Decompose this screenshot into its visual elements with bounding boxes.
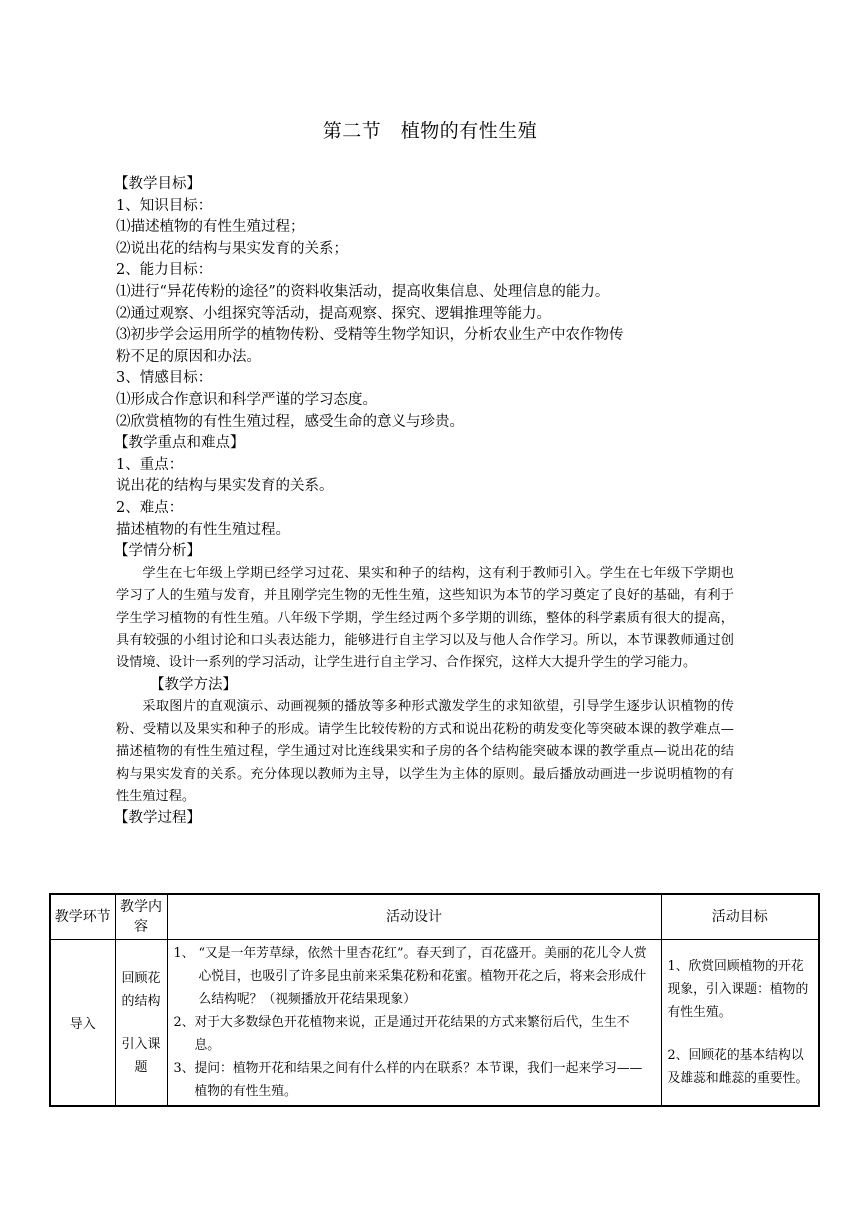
analysis-paragraph: 学生在七年级上学期已经学习过花、果实和种子的结构，这有利于教师引入。学生在七年级下学期也学习了人的生殖与发育，并且刚学完生物的无性生殖，这些知识为本节的学习奠定了良好的基础，有利于学生学习植物的有性生殖。八年级下学期，学生经过两个多学期的训练，整体的科学素质有很大的提高，具有较强的小组讨论和口头表达能力，能够进行自主学习以及与他人合作学习。所以，本节课教师通过创设情境、设计一系列的学习活动，让学生进行自主学习、合作探究，这样大大提升学生的学习能力。: [116, 565, 734, 671]
header-activity: 活动设计: [167, 894, 661, 940]
objectives-heading: 【教学目标】: [114, 176, 201, 192]
emotion-heading: 3、情感目标：: [116, 370, 213, 387]
method-heading: 【教学方法】: [150, 676, 237, 693]
process-heading: 【教学过程】: [114, 810, 201, 827]
ability-item: ⑴进行“异花传粉的途径”的资料收集活动，提高收集信息、处理信息的能力。: [116, 283, 610, 300]
difficulty-text: 描述植物的有性生殖过程。: [116, 521, 290, 538]
activity-item: 3、 提问：植物开花和结果之间有什么样的内在联系？本节课，我们一起来学习——植物的有性生殖。: [173, 1061, 643, 1099]
cell-content: [115, 940, 167, 1107]
cell-stage: 导入: [50, 940, 115, 1107]
lesson-plan-body: [116, 174, 734, 830]
cell-activity: [167, 940, 661, 1107]
emotion-item: ⑵欣赏植物的有性生殖过程，感受生命的意义与珍贵。: [116, 413, 464, 430]
ability-item: ⑶初步学会运用所学的植物传粉、受精等生物学知识，分析农业生产中农作物传: [116, 327, 624, 344]
page-title: 第二节 植物的有性生殖: [322, 120, 538, 142]
activity-item: 1、 “又是一年芳草绿，依然十里杏花红”。春天到了，百花盛开。美丽的花儿令人赏心悦目，也吸引了许多昆虫前来采集花粉和花蜜。植物开花之后，将来会形成什么结构呢？（视频播放开花结果现象）: [173, 946, 647, 1007]
ability-item: ⑵通过观察、小组探究等活动，提高观察、探究、逻辑推理等能力。: [116, 305, 551, 322]
ability-heading: 2、能力目标：: [116, 262, 213, 279]
activity-item: 2、 对于大多数绿色开花植物来说，正是通过开花结果的方式来繁衍后代，生生不息。: [173, 1015, 630, 1053]
table-row: [50, 940, 819, 1107]
goal-2: 2、回顾花的基本结构以及雄蕊和雌蕊的重要性。: [667, 1048, 809, 1086]
method-paragraph: 采取图片的直观演示、动画视频的播放等多种形式激发学生的求知欲望，引导学生逐步认识植物的传粉、受精以及果实和种子的形成。请学生比较传粉的方式和说出花粉的萌发变化等突破本课的教学难点—描述植物的有性生殖过程，学生通过对比连线果实和子房的各个结构能突破本课的教学重点—说出花的结构与果实发育的关系。充分体现以教师为主导，以学生为主体的原则。最后播放动画进一步说明植物的有性生殖过程。: [116, 699, 734, 804]
knowledge-item: ⑴描述植物的有性生殖过程；: [116, 219, 305, 236]
knowledge-item: ⑵说出花的结构与果实发育的关系；: [116, 240, 348, 257]
key-heading: 1、重点：: [116, 456, 184, 473]
cell-goal: [661, 940, 819, 1107]
teaching-process-table: [49, 893, 820, 1107]
content-intro: 引入课题: [121, 1036, 161, 1075]
key-text: 说出花的结构与果实发育的关系。: [116, 478, 334, 495]
difficulty-heading: 2、难点：: [116, 499, 184, 516]
goal-1: 1、欣赏回顾植物的开花现象，引入课题：植物的有性生殖。: [667, 959, 809, 1020]
analysis-heading: 【学情分析】: [114, 543, 201, 560]
emotion-item: ⑴形成合作意识和科学严谨的学习态度。: [116, 391, 377, 408]
header-goal: 活动目标: [661, 894, 819, 940]
table-header-row: [50, 894, 819, 940]
keypoints-heading: 【教学重点和难点】: [114, 435, 245, 452]
header-content: 教学内容: [115, 894, 167, 940]
knowledge-heading: 1、知识目标：: [116, 197, 213, 214]
content-review: 回顾花的结构: [121, 970, 161, 1009]
ability-item: 粉不足的原因和办法。: [116, 348, 261, 365]
header-stage: 教学环节: [50, 894, 115, 940]
